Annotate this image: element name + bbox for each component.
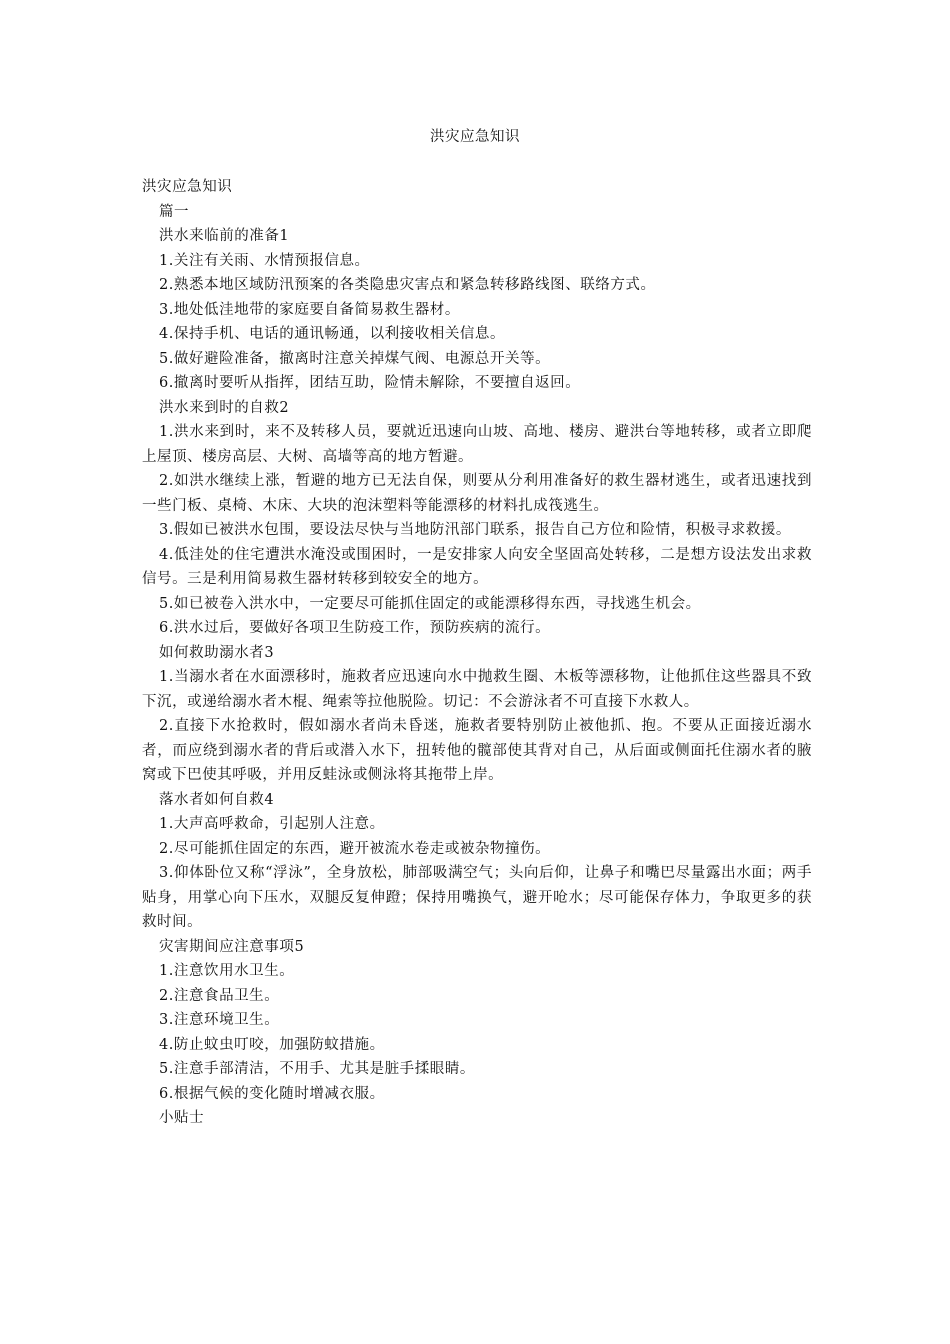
- list-item: 4.低洼处的住宅遭洪水淹没或围困时，一是安排家人向安全坚固高处转移，二是想方设法发出求救信号。三是利用简易救生器材转移到较安全的地方。: [142, 546, 812, 587]
- section-heading: 如何救助溺水者3: [159, 644, 275, 661]
- list-item: 2.熟悉本地区域防汛预案的各类隐患灾害点和紧急转移路线图、联络方式。: [159, 277, 656, 293]
- list-item: 3.仰体卧位又称“浮泳”，全身放松，肺部吸满空气；头向后仰，让鼻子和嘴巴尽量露出水面；两手贴身，用掌心向下压水，双腿反复伸蹬；保持用嘴换气，避开呛水；尽可能保存体力，争取更多的获救时间。: [142, 865, 812, 930]
- list-item: 6.撤离时要听从指挥，团结互助，险情未解除，不要擅自返回。: [159, 375, 581, 391]
- list-item: 4.保持手机、电话的通讯畅通，以利接收相关信息。: [159, 326, 506, 342]
- list-item: 1.注意饮用水卫生。: [159, 963, 295, 979]
- list-item: 6.洪水过后，要做好各项卫生防疫工作，预防疾病的流行。: [159, 620, 551, 636]
- list-item: 2.尽可能抓住固定的东西，避开被流水卷走或被杂物撞伤。: [159, 840, 551, 857]
- page-title: 洪灾应急知识: [430, 129, 520, 145]
- list-item: 1.大声高呼救命，引起别人注意。: [159, 816, 385, 832]
- list-item: 2.如洪水继续上涨，暂避的地方已无法自保，则要从分利用准备好的救生器材逃生，或者迅速找到一些门板、桌椅、木床、大块的泡沫塑料等能漂移的材料扎成筏逃生。: [142, 473, 812, 514]
- list-item: 3.假如已被洪水包围，要设法尽快与当地防汛部门联系，报告自己方位和险情，积极寻求救援。: [159, 522, 791, 538]
- list-item: 2.注意食品卫生。: [159, 987, 280, 1004]
- list-item: 1.关注有关雨、水情预报信息。: [159, 252, 370, 269]
- section-label: 篇一: [159, 203, 190, 220]
- section-heading: 洪水来到时的自救2: [159, 399, 290, 416]
- list-item: 2.直接下水抢救时，假如溺水者尚未昏迷，施救者要特别防止被他抓、抱。不要从正面接近溺水者，而应绕到溺水者的背后或潜入水下，扭转他的髋部使其背对自己，从后面或侧面托住溺水者的腋窝或下巴使其呼吸，并用反蛙泳或侧泳将其拖带上岸。: [142, 718, 812, 783]
- section-heading: 落水者如何自救4: [159, 791, 275, 808]
- list-item: 4.防止蚊虫叮咬，加强防蚊措施。: [159, 1036, 385, 1053]
- list-item: 1.当溺水者在水面漂移时，施救者应迅速向水中抛救生圈、木板等漂移物，让他抓住这些器具不致下沉，或递给溺水者木棍、绳索等拉他脱险。切记：不会游泳者不可直接下水救人。: [142, 669, 812, 710]
- list-item: 6.根据气候的变化随时增减衣服。: [159, 1085, 385, 1102]
- list-item: 5.做好避险准备，撤离时注意关掉煤气阀、电源总开关等。: [159, 350, 551, 367]
- list-item: 5.如已被卷入洪水中，一定要尽可能抓住固定的或能漂移得东西，寻找逃生机会。: [159, 595, 701, 612]
- document-body: [142, 175, 812, 1131]
- list-item: 3.注意环境卫生。: [159, 1012, 280, 1028]
- section-heading: 洪水来临前的准备1: [159, 228, 290, 244]
- section-heading: 小贴士: [159, 1110, 205, 1126]
- list-item: 5.注意手部清洁，不用手、尤其是脏手揉眼睛。: [159, 1061, 475, 1077]
- section-heading: 灾害期间应注意事项5: [159, 938, 305, 955]
- list-item: 3.地处低洼地带的家庭要自备简易救生器材。: [159, 301, 460, 318]
- list-item: 1.洪水来到时，来不及转移人员，要就近迅速向山坡、高地、楼房、避洪台等地转移，或者立即爬上屋顶、楼房高层、大树、高墙等高的地方暂避。: [142, 424, 812, 465]
- body-heading: 洪灾应急知识: [142, 179, 233, 195]
